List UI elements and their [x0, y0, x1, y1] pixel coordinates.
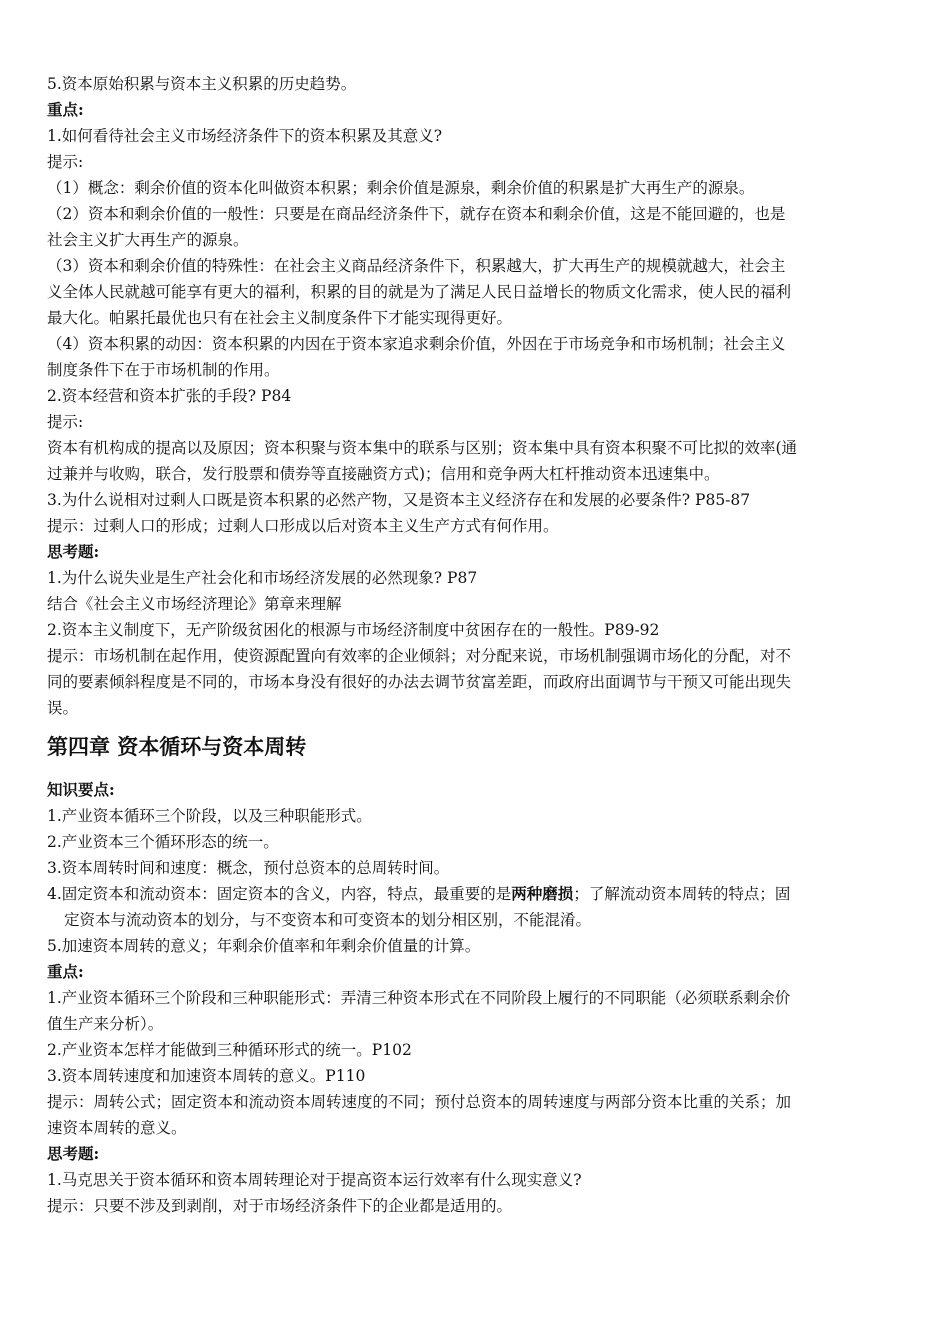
text-line: 社会主义扩大再生产的源泉。	[47, 231, 249, 249]
question-line: 1.产业资本循环三个阶段和三种职能形式：弄清三种资本形式在不同阶段上履行的不同职能（必须联系剩余价	[47, 989, 791, 1007]
list-item: 1.产业资本循环三个阶段，以及三种职能形式。	[47, 807, 372, 825]
text-line: （1）概念：剩余价值的资本化叫做资本积累；剩余价值是源泉，剩余价值的积累是扩大再生产的源泉。	[47, 179, 755, 197]
text-line: 义全体人民就越可能享有更大的福利，积累的目的就是为了满足人民日益增长的物质文化需求，使人民的福利	[47, 283, 792, 301]
chapter-heading: 第四章 资本循环与资本周转	[47, 734, 307, 759]
text-line: （3）资本和剩余价值的特殊性：在社会主义商品经济条件下，积累越大，扩大再生产的规模就越大，社会主	[47, 257, 786, 275]
list-item	[47, 883, 907, 905]
list-item: 2.产业资本三个循环形态的统一。	[47, 833, 279, 851]
question-line: 3.资本周转速度和加速资本周转的意义。P110	[47, 1067, 366, 1085]
question-line: 2.产业资本怎样才能做到三种循环形式的统一。P102	[47, 1041, 412, 1059]
section-label-key-points: 重点:	[47, 100, 84, 119]
text-line: 5.资本原始积累与资本主义积累的历史趋势。	[47, 75, 357, 93]
bold-term: 两种磨损	[511, 884, 574, 903]
text-line: 误。	[47, 699, 79, 717]
hint-label: 提示:	[47, 413, 84, 431]
list-item: 3.资本周转时间和速度：概念，预付总资本的总周转时间。	[47, 859, 450, 877]
text-line: （4）资本积累的动因：资本积累的内因在于资本家追求剩余价值，外因在于市场竞争和市场机制；社会主义	[47, 335, 786, 353]
text-line: （2）资本和剩余价值的一般性：只要是在商品经济条件下，就存在资本和剩余价值，这是不能回避的，也是	[47, 205, 786, 223]
text-line: 最大化。帕累托最优也只有在社会主义制度条件下才能实现得更好。	[47, 309, 513, 327]
text-line: 提示：只要不涉及到剥削，对于市场经济条件下的企业都是适用的。	[47, 1197, 513, 1215]
list-item: 5.加速资本周转的意义；年剩余价值率和年剩余价值量的计算。	[47, 937, 481, 955]
text-line: 资本有机构成的提高以及原因；资本积聚与资本集中的联系与区别；资本集中具有资本积聚不可比拟的效率(通	[47, 439, 798, 457]
text-run: 4.固定资本和流动资本：固定资本的含义，内容，特点，最重要的是	[47, 885, 512, 903]
question-line: 1.马克思关于资本循环和资本周转理论对于提高资本运行效率有什么现实意义?	[47, 1171, 582, 1189]
section-label-thinking: 思考题:	[47, 1144, 100, 1163]
text-line: 速资本周转的意义。	[47, 1119, 187, 1137]
text-line: 值生产来分析）。	[47, 1015, 164, 1033]
text-line: 提示：市场机制在起作用，使资源配置向有效率的企业倾斜；对分配来说，市场机制强调市场化的分配，对不	[47, 647, 792, 665]
question-line: 1.如何看待社会主义市场经济条件下的资本积累及其意义?	[47, 127, 443, 145]
text-line: 过兼并与收购，联合，发行股票和债券等直接融资方式)；信用和竞争两大杠杆推动资本迅速集中。	[47, 465, 720, 483]
question-line: 1.为什么说失业是生产社会化和市场经济发展的必然现象? P87	[47, 569, 478, 587]
text-line: 制度条件下在于市场机制的作用。	[47, 361, 280, 379]
text-run: ；了解流动资本周转的特点；固	[573, 885, 791, 903]
section-label-key-points: 重点:	[47, 962, 84, 981]
list-item-continuation: 定资本与流动资本的划分，与不变资本和可变资本的划分相区别，不能混淆。	[64, 911, 592, 929]
hint-label: 提示:	[47, 153, 84, 171]
question-line: 3.为什么说相对过剩人口既是资本积累的必然产物，又是资本主义经济存在和发展的必要条件? P85-87	[47, 491, 751, 509]
text-line: 提示：周转公式；固定资本和流动资本周转速度的不同；预付总资本的周转速度与两部分资本比重的关系；加	[47, 1093, 792, 1111]
text-line: 提示：过剩人口的形成；过剩人口形成以后对资本主义生产方式有何作用。	[47, 517, 559, 535]
text-line: 同的要素倾斜程度是不同的，市场本身没有很好的办法去调节贫富差距，而政府出面调节与干预又可能出现失	[47, 673, 792, 691]
section-label-thinking: 思考题:	[47, 542, 100, 561]
text-line: 结合《社会主义市场经济理论》第章来理解	[47, 595, 342, 613]
question-line: 2.资本经营和资本扩张的手段? P84	[47, 387, 292, 405]
question-line: 2.资本主义制度下，无产阶级贫困化的根源与市场经济制度中贫困存在的一般性。P89-92	[47, 621, 660, 639]
section-label-knowledge: 知识要点:	[47, 780, 115, 799]
